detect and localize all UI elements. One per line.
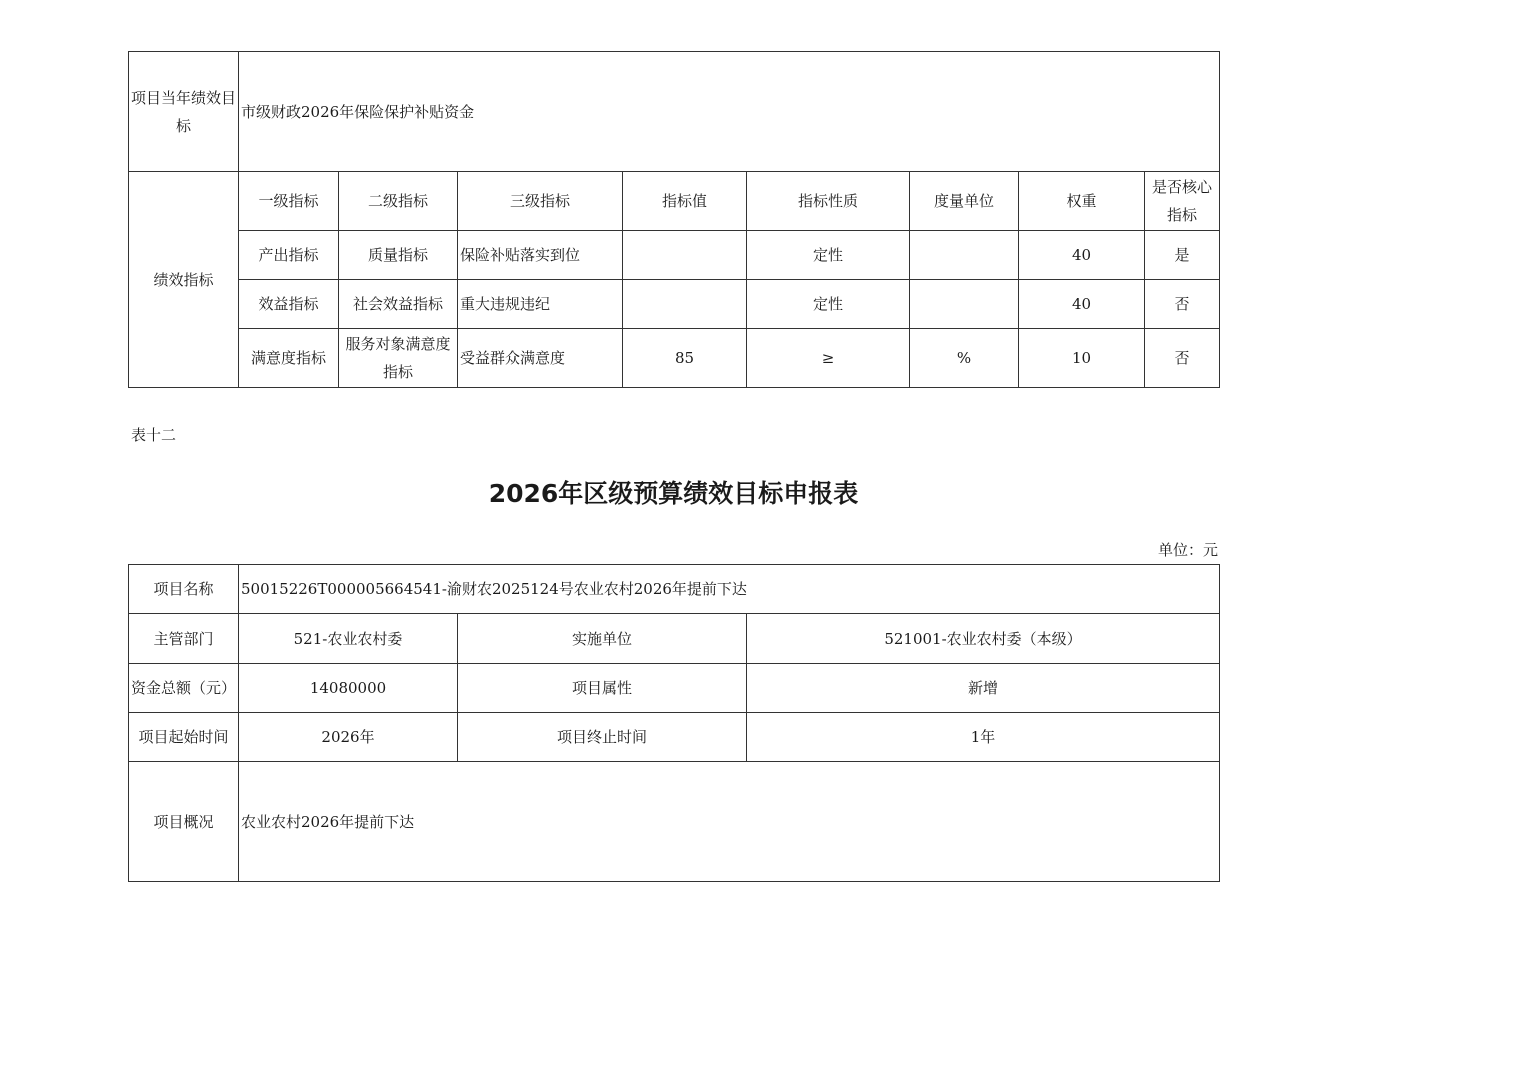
unit-label: 单位：元 — [1157, 541, 1218, 559]
header-cell: 二级指标 — [339, 172, 458, 231]
start-label: 项目起始时间 — [129, 713, 239, 762]
table-cell: 定性 — [747, 231, 910, 280]
project-name-label: 项目名称 — [129, 565, 239, 614]
table-cell — [623, 280, 747, 329]
table-cell: 社会效益指标 — [339, 280, 458, 329]
table-cell: 否 — [1145, 280, 1220, 329]
header-cell: 三级指标 — [458, 172, 623, 231]
table-cell — [910, 280, 1019, 329]
end-value: 1年 — [747, 713, 1220, 762]
table-cell: 40 — [1019, 231, 1145, 280]
end-label: 项目终止时间 — [458, 713, 747, 762]
table-cell: 质量指标 — [339, 231, 458, 280]
header-cell: 权重 — [1019, 172, 1145, 231]
table-cell: ≥ — [747, 329, 910, 388]
table-cell: 受益群众满意度 — [458, 329, 623, 388]
goal-text: 市级财政2026年保险保护补贴资金 — [239, 52, 1220, 172]
table-row — [129, 280, 1220, 329]
header-cell: 指标值 — [623, 172, 747, 231]
table-cell — [623, 231, 747, 280]
overview-label: 项目概况 — [129, 762, 239, 882]
project-name-value: 50015226T000005664541-渝财农2025124号农业农村2026年提前下达 — [239, 565, 1220, 614]
overview-value: 农业农村2026年提前下达 — [239, 762, 1220, 882]
table-cell: 10 — [1019, 329, 1145, 388]
table-cell: 保险补贴落实到位 — [458, 231, 623, 280]
header-cell: 一级指标 — [239, 172, 339, 231]
table-cell: 是 — [1145, 231, 1220, 280]
table-row — [129, 329, 1220, 388]
table-cell: 效益指标 — [239, 280, 339, 329]
table-cell: 产出指标 — [239, 231, 339, 280]
table-cell: % — [910, 329, 1019, 388]
attr-value: 新增 — [747, 664, 1220, 713]
table-cell: 40 — [1019, 280, 1145, 329]
table-number: 表十二 — [131, 426, 177, 444]
attr-label: 项目属性 — [458, 664, 747, 713]
fund-value: 14080000 — [239, 664, 458, 713]
table-cell: 满意度指标 — [239, 329, 339, 388]
project-info-table — [128, 564, 1220, 882]
dept-value: 521-农业农村委 — [239, 614, 458, 664]
impl-value: 521001-农业农村委（本级） — [747, 614, 1220, 664]
table-cell: 85 — [623, 329, 747, 388]
page-title: 2026年区级预算绩效目标申报表 — [488, 479, 859, 508]
table-cell: 定性 — [747, 280, 910, 329]
header-cell: 度量单位 — [910, 172, 1019, 231]
table-row — [129, 231, 1220, 280]
table-cell: 重大违规违纪 — [458, 280, 623, 329]
table-cell: 否 — [1145, 329, 1220, 388]
impl-label: 实施单位 — [458, 614, 747, 664]
dept-label: 主管部门 — [129, 614, 239, 664]
table-cell: 服务对象满意度指标 — [339, 329, 458, 388]
table-cell — [910, 231, 1019, 280]
performance-table — [128, 51, 1220, 388]
header-cell: 指标性质 — [747, 172, 910, 231]
header-cell: 是否核心指标 — [1145, 172, 1220, 231]
fund-label: 资金总额（元） — [129, 664, 239, 713]
goal-label: 项目当年绩效目标 — [129, 52, 239, 172]
start-value: 2026年 — [239, 713, 458, 762]
indicator-label: 绩效指标 — [129, 172, 239, 388]
